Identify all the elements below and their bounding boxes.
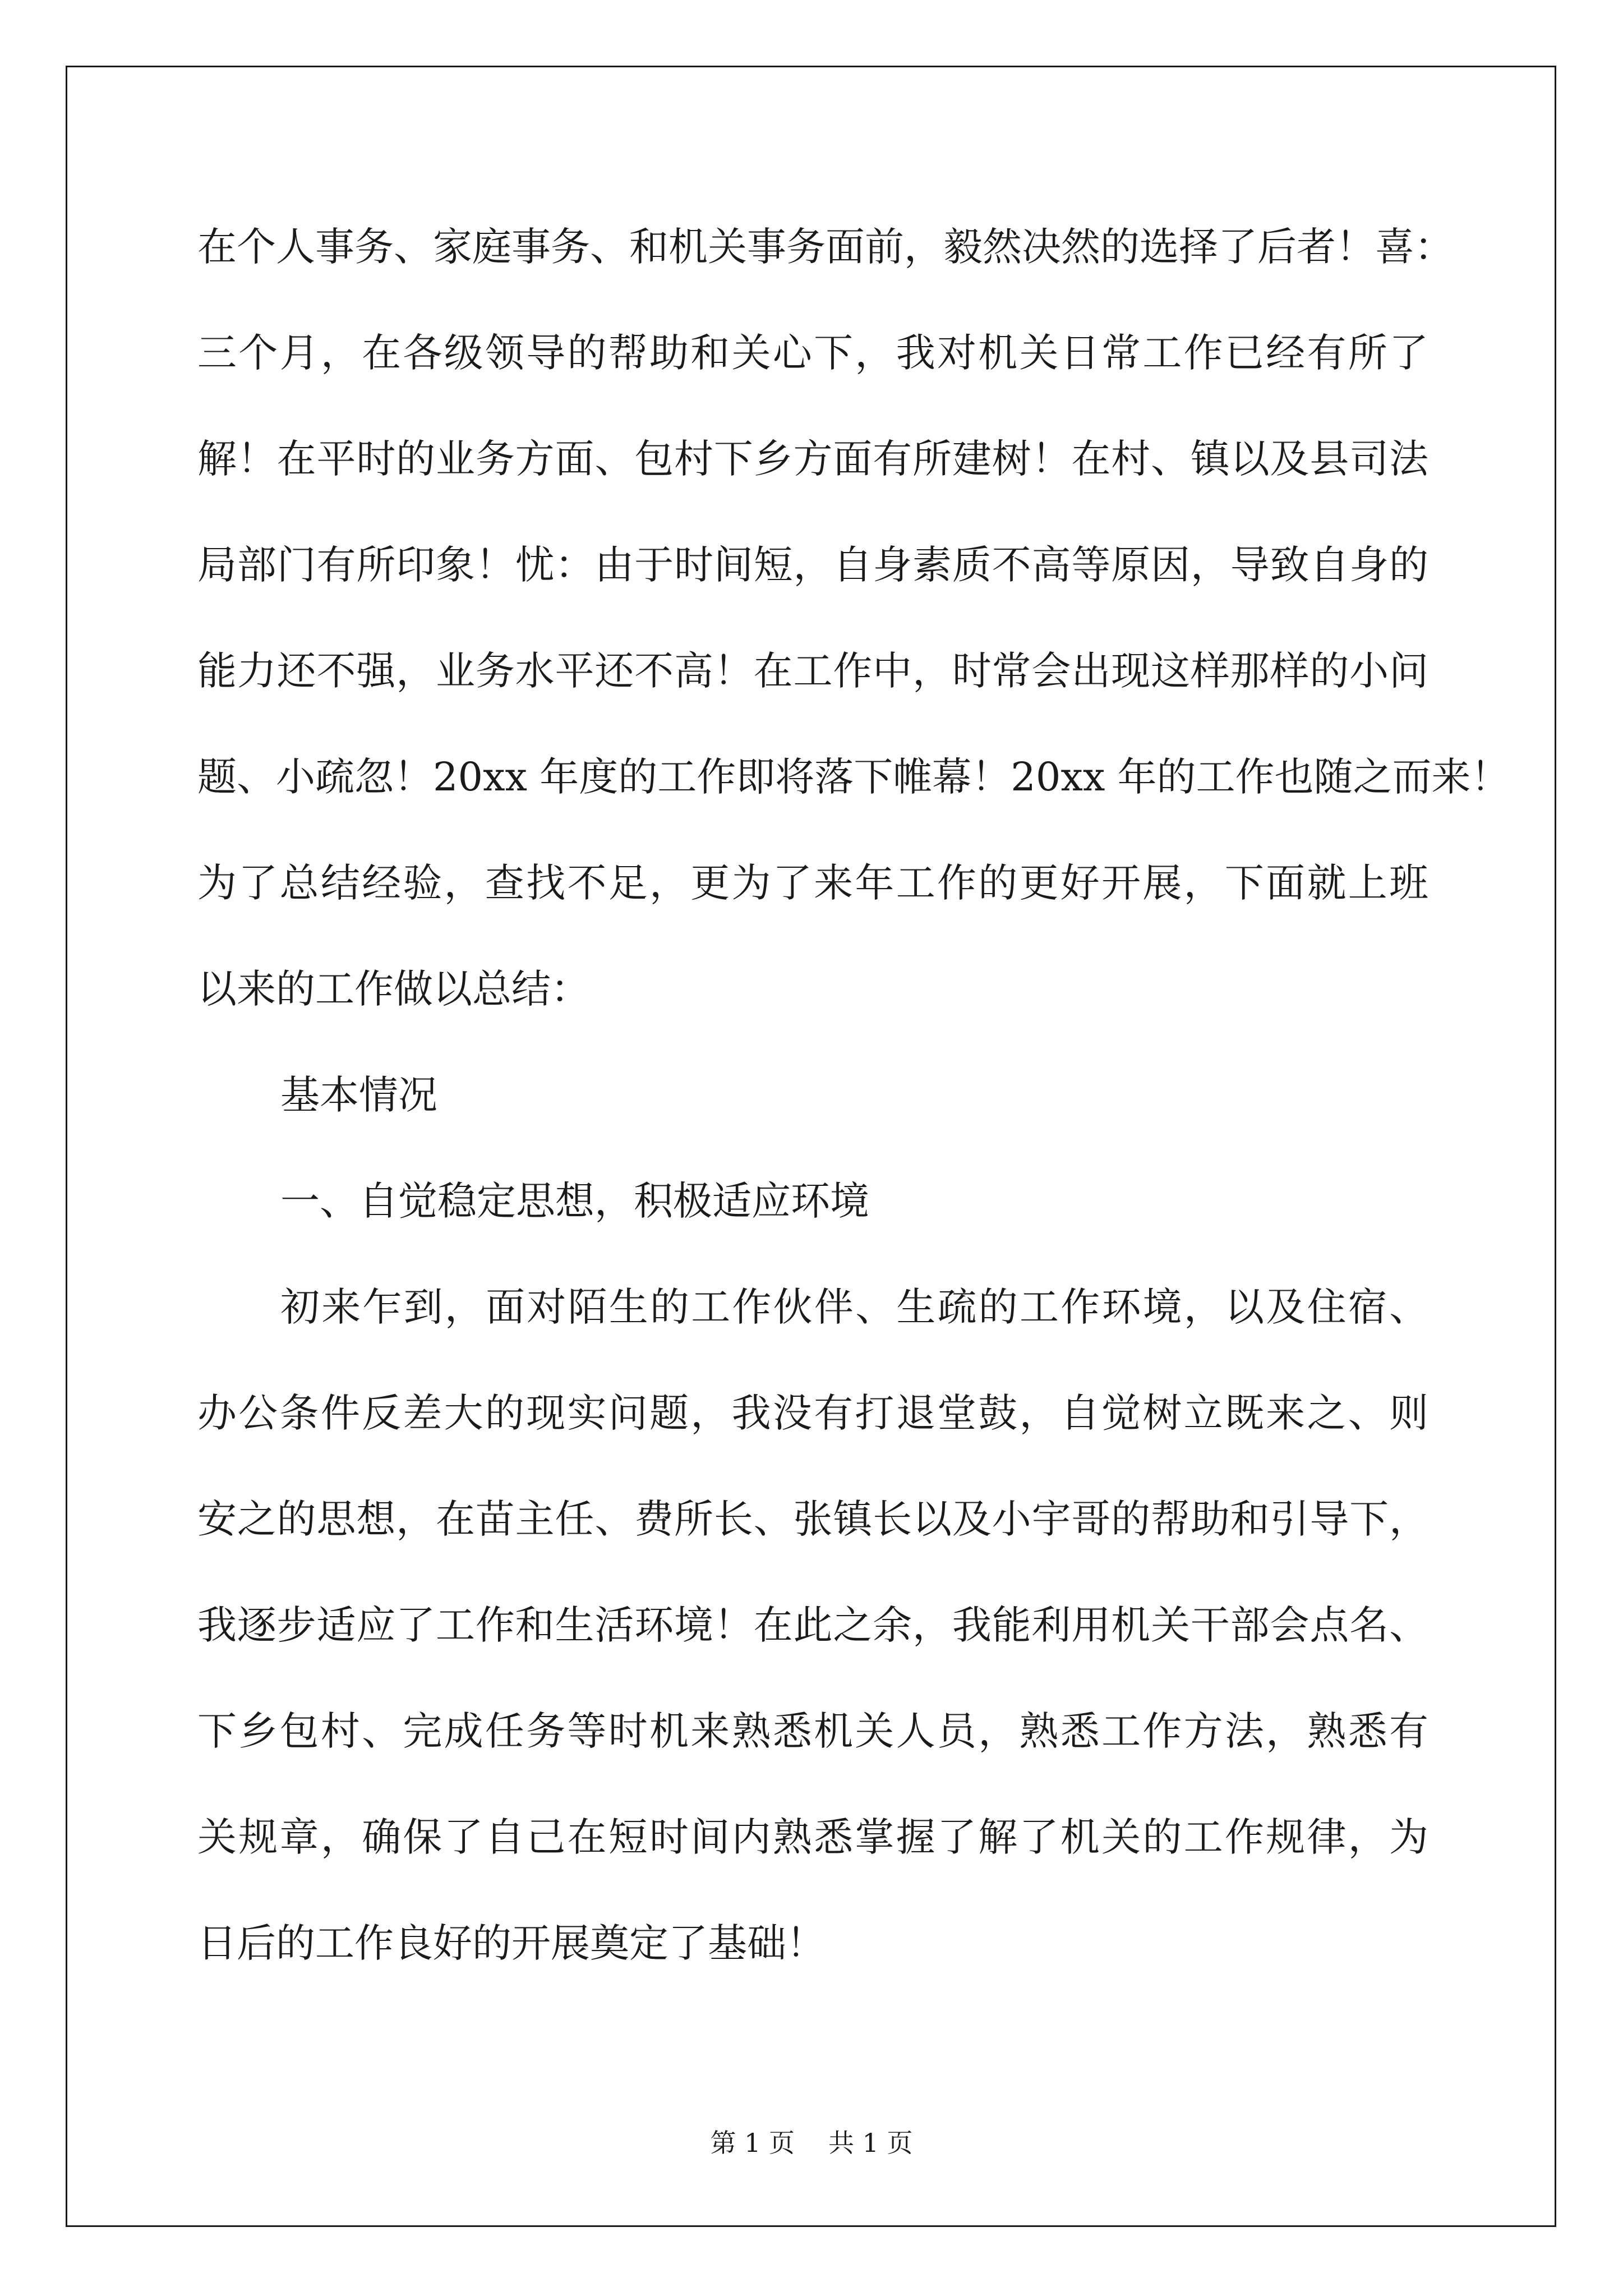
page-total: 共 1 页 xyxy=(828,2128,913,2158)
text-line: 题、小疏忽！20xx 年度的工作即将落下帷幕！20xx 年的工作也随之而来！ xyxy=(197,754,1510,800)
text-line: 办公条件反差大的现实问题，我没有打退堂鼓，自觉树立既来之、则 xyxy=(197,1390,1428,1436)
section-heading: 基本情况 xyxy=(280,1072,437,1118)
text-line: 能力还不强，业务水平还不高！在工作中，时常会出现这样那样的小问 xyxy=(197,648,1428,694)
text-line: 在个人事务、家庭事务、和机关事务面前，毅然决然的选择了后者！喜： xyxy=(197,224,1454,270)
text-line: 以来的工作做以总结： xyxy=(197,966,590,1012)
text-line: 初来乍到，面对陌生的工作伙伴、生疏的工作环境，以及住宿、 xyxy=(280,1284,1428,1330)
text-line: 三个月，在各级领导的帮助和关心下，我对机关日常工作已经有所了 xyxy=(197,330,1428,376)
page-footer xyxy=(0,2126,1623,2160)
page-number: 第 1 页 xyxy=(710,2128,795,2158)
text-line: 为了总结经验，查找不足，更为了来年工作的更好开展，下面就上班 xyxy=(197,860,1428,906)
text-line: 安之的思想，在苗主任、费所长、张镇长以及小宇哥的帮助和引导下， xyxy=(197,1496,1428,1542)
text-line: 我逐步适应了工作和生活环境！在此之余，我能利用机关干部会点名、 xyxy=(197,1602,1428,1648)
document-body xyxy=(197,219,1510,2021)
text-line: 下乡包村、完成任务等时机来熟悉机关人员，熟悉工作方法，熟悉有 xyxy=(197,1708,1428,1754)
text-line: 日后的工作良好的开展奠定了基础！ xyxy=(197,1920,826,1966)
text-line: 关规章，确保了自己在短时间内熟悉掌握了解了机关的工作规律，为 xyxy=(197,1814,1428,1860)
subsection-heading: 一、自觉稳定思想，积极适应环境 xyxy=(280,1178,869,1224)
text-line: 解！在平时的业务方面、包村下乡方面有所建树！在村、镇以及县司法 xyxy=(197,436,1428,482)
text-line: 局部门有所印象！忧：由于时间短，自身素质不高等原因，导致自身的 xyxy=(197,542,1428,588)
